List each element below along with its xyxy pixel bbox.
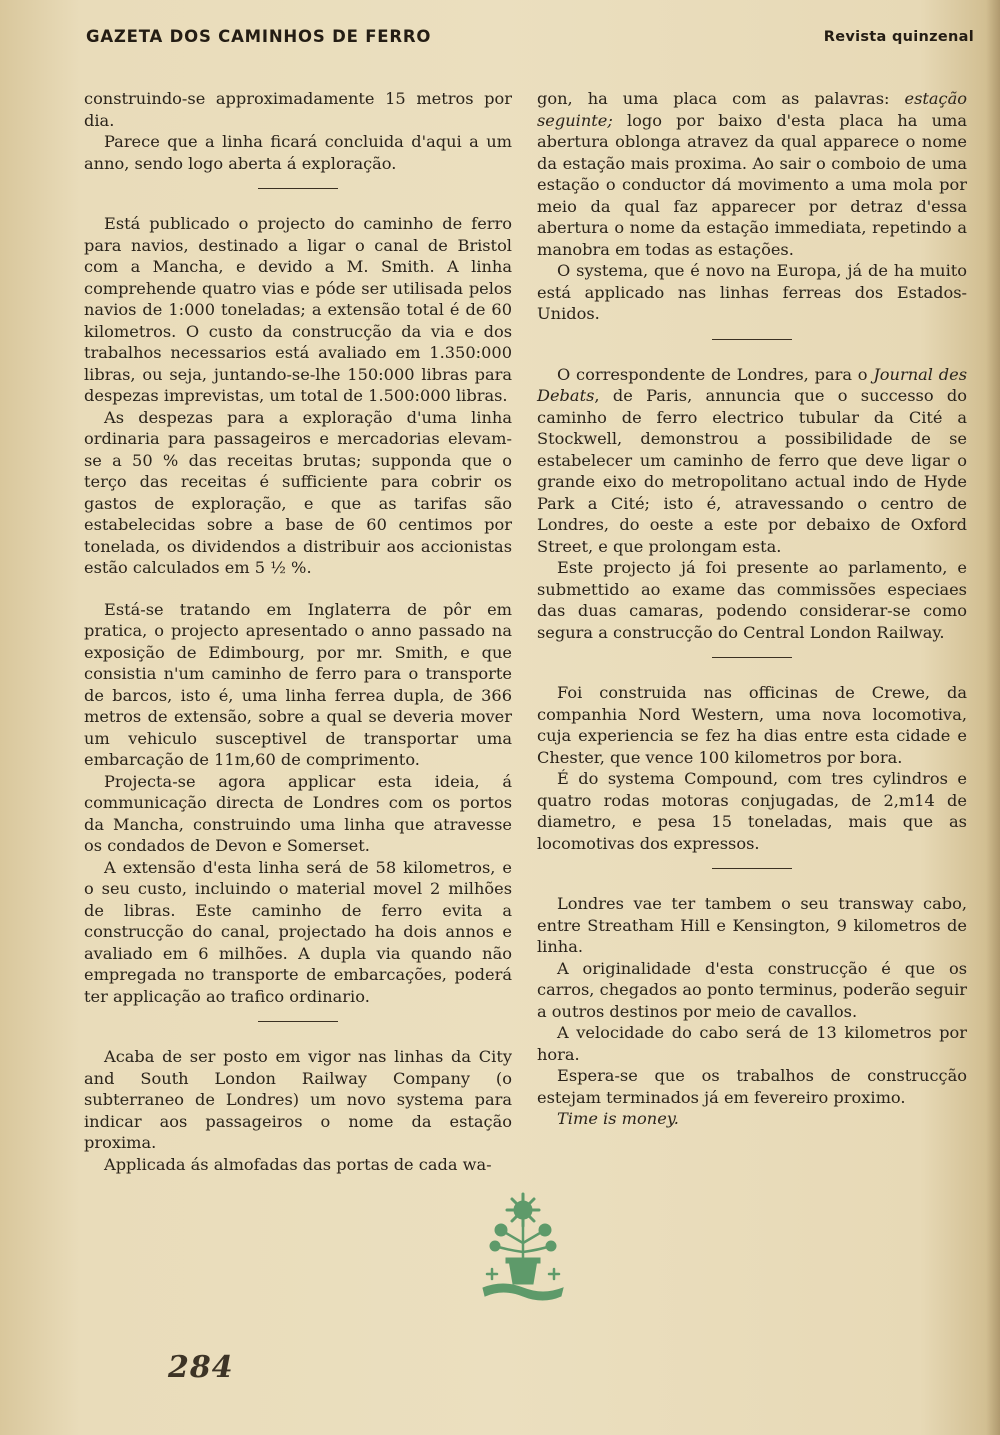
paragraph: É do systema Compound, com tres cylindros e quatro rodas motoras conjugadas, de 2,m14 de diametro, e pesa 15 toneladas, mais que as locomotivas dos expressos.: [537, 769, 967, 853]
italic-closing: Time is money.: [557, 1109, 679, 1128]
section-divider: [258, 1021, 338, 1022]
page-number: 284: [168, 1350, 234, 1385]
paragraph: [537, 364, 967, 558]
text-run: gon, ha uma placa com as palavras:: [537, 89, 905, 108]
italic-phrase: estação seguinte;: [537, 89, 967, 130]
paragraph: Foi construida nas officinas de Crewe, da companhia Nord Western, uma nova locomotiva, cuja experiencia se fez ha dias entre esta cidade e Chester, que vence 100 kilometros por bora.: [537, 683, 967, 767]
right-column: [537, 88, 967, 1130]
paragraph: Este projecto já foi presente ao parlamento, e submettido ao exame das commissões especiaes das duas camaras, podendo considerar-se como segura a construcção do Central London Railway.: [537, 558, 967, 642]
section-divider: [712, 657, 792, 658]
left-column: [84, 88, 512, 1175]
paragraph: As despezas para a exploração d'uma linha ordinaria para passageiros e mercadorias elevam-se a 50 % das receitas brutas; supponda que o terço das receitas é sufficiente para cobrir os gastos de exploração, e que as tarifas são estabelecidas sobre a base de 60 centimos por tonelada, os dividendos a distribuir aos accionistas estão calculados em 5 ½ %.: [84, 407, 512, 577]
paragraph: Acaba de ser posto em vigor nas linhas da City and South London Railway Company (o subterraneo de Londres) um novo systema para indicar aos passageiros o nome da estação proxima.: [84, 1047, 512, 1152]
paragraph: A originalidade d'esta construcção é que os carros, chegados ao ponto terminus, poderão seguir a outros destinos por meio de cavallos.: [537, 958, 967, 1021]
paragraph: [537, 88, 967, 260]
paragraph: construindo-se approximadamente 15 metros por dia.: [84, 89, 512, 130]
paragraph: Projecta-se agora applicar esta ideia, á communicação directa de Londres com os portos da Mancha, construindo uma linha que atravesse os condados de Devon e Somerset.: [84, 771, 512, 855]
section-divider: [258, 188, 338, 189]
text-run: O correspondente de Londres, para o: [557, 364, 874, 384]
running-header-title: GAZETA DOS CAMINHOS DE FERRO: [86, 27, 432, 46]
paragraph: Parece que a linha ficará concluida d'aqui a um anno, sendo logo aberta á exploração.: [84, 132, 512, 173]
paragraph: Applicada ás almofadas das portas de cada wa-: [104, 1154, 492, 1174]
paragraph: Londres vae ter tambem o seu transway cabo, entre Streatham Hill e Kensington, 9 kilometros de linha.: [537, 894, 967, 956]
paragraph: Está publicado o projecto do caminho de ferro para navios, destinado a ligar o canal de Bristol com a Mancha, e devido a M. Smith. A linha comprehende quatro vias e póde ser utilisada pelos navios de 1:000 toneladas; a extensão total é de 60 kilometros. O custo da construcção da via e dos trabalhos necessarios está avaliado em 1.350:000 libras, ou seja, juntando-se-lhe 150:000 libras para despezas imprevistas, um total de 1.500:000 libras.: [84, 214, 512, 405]
page-edge-shadow: [986, 0, 1000, 1435]
paragraph: A velocidade do cabo será de 13 kilometros por hora.: [537, 1023, 967, 1064]
paragraph: Está-se tratando em Inglaterra de pôr em pratica, o projecto apresentado o anno passado na exposição de Edimbourg, por mr. Smith, e que consistia n'um caminho de ferro para o transporte de barcos, isto é, uma linha ferrea dupla, de 366 metros de extensão, sobre a qual se deveria mover um vehiculo susceptivel de transportar uma embarcação de 11m,60 de comprimento.: [84, 599, 512, 769]
paragraph: [537, 1108, 967, 1130]
running-header-tag: Revista quinzenal: [823, 29, 974, 45]
flower-pot-ornament-icon: [473, 1188, 573, 1303]
section-divider: [712, 339, 792, 340]
paragraph: Espera-se que os trabalhos de construcção estejam terminados já em fevereiro proximo.: [537, 1066, 967, 1107]
paragraph: O systema, que é novo na Europa, já de ha muito está applicado nas linhas ferreas dos Estados-Unidos.: [537, 261, 967, 323]
section-divider: [712, 868, 792, 869]
section-gap: [84, 579, 512, 599]
text-run: , de Paris, annuncia que o successo do caminho de ferro electrico tubular da Cité a Stockwell, demonstrou a possibilidade de se estabelecer um caminho de ferro que deve ligar o grande eixo do metropolitano actual indo de Hyde Park a Cité; isto é, atravessando o centro de Londres, do oeste a este por debaixo de Oxford Street, e que prolongam esta.: [537, 386, 967, 556]
text-run: logo por baixo d'esta placa ha uma abertura oblonga atravez da qual apparece o nome da estação mais proxima. Ao sair o comboio de uma estação o conductor dá movimento a uma mola por meio da qual faz apparecer por detraz d'essa abertura o nome da estação immediata, repetindo a manobra em todas as estações.: [537, 110, 967, 259]
paragraph: A extensão d'esta linha será de 58 kilometros, e o seu custo, incluindo o material movel 2 milhões de libras. Este caminho de ferro evita a construcção do canal, projectado ha dois annos e avaliado em 6 milhões. A dupla via quando não empregada no transporte de embarcações, poderá ter applicação ao trafico ordinario.: [84, 857, 512, 1006]
italic-title: Journal des Debats: [537, 364, 968, 405]
